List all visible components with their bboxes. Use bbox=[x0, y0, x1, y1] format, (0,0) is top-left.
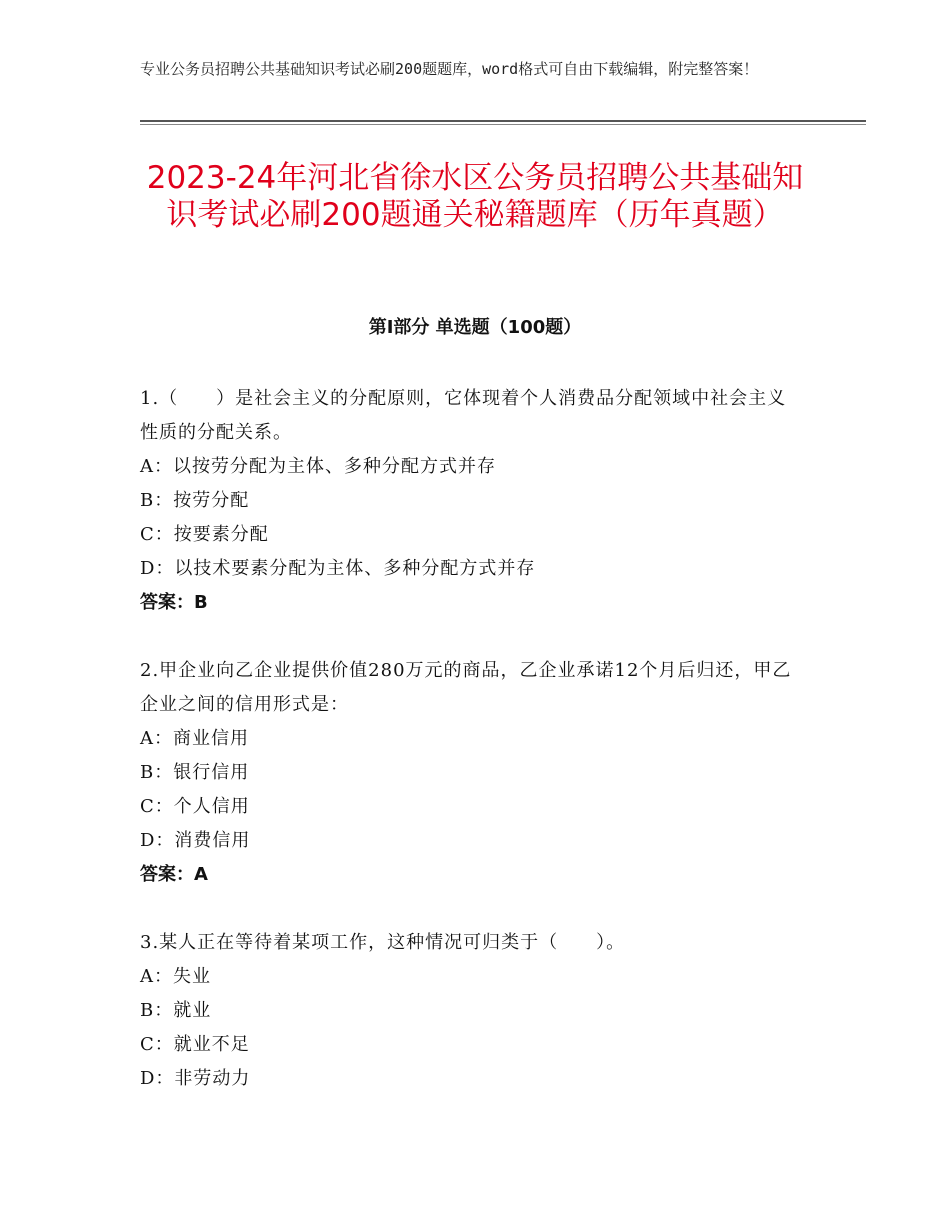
header-divider bbox=[140, 120, 866, 122]
question-list bbox=[140, 382, 800, 1130]
answer-text: 答案：A bbox=[140, 864, 208, 885]
question-text: 3.某人正在等待着某项工作，这种情况可归类于（ ）。 bbox=[140, 932, 626, 953]
option-c: C：按要素分配 bbox=[140, 524, 269, 545]
header-note: 专业公务员招聘公共基础知识考试必刷200题题库，word格式可自由下载编辑，附完整答案！ bbox=[140, 60, 759, 78]
question-item bbox=[140, 654, 800, 892]
header-divider-thin bbox=[140, 124, 866, 125]
option-d: D：消费信用 bbox=[140, 830, 251, 851]
question-text: 1.（ ）是社会主义的分配原则，它体现着个人消费品分配领域中社会主义性质的分配关系。 bbox=[140, 388, 787, 443]
option-a: A：以按劳分配为主体、多种分配方式并存 bbox=[140, 456, 496, 477]
question-item bbox=[140, 926, 800, 1096]
option-d: D：以技术要素分配为主体、多种分配方式并存 bbox=[140, 558, 536, 579]
section-title: 第Ⅰ部分 单选题（100题） bbox=[368, 317, 582, 338]
question-item bbox=[140, 382, 800, 620]
option-b: B：按劳分配 bbox=[140, 490, 250, 511]
question-text: 2.甲企业向乙企业提供价值280万元的商品，乙企业承诺12个月后归还，甲乙企业之间的信用形式是： bbox=[140, 660, 792, 715]
option-a: A：失业 bbox=[140, 966, 211, 987]
option-b: B：银行信用 bbox=[140, 762, 250, 783]
option-c: C：就业不足 bbox=[140, 1034, 250, 1055]
option-c: C：个人信用 bbox=[140, 796, 250, 817]
option-d: D：非劳动力 bbox=[140, 1068, 251, 1089]
option-b: B：就业 bbox=[140, 1000, 212, 1021]
document-title: 2023-24年河北省徐水区公务员招聘公共基础知识考试必刷200题通关秘籍题库（历年真题） bbox=[146, 160, 804, 233]
answer-text: 答案：B bbox=[140, 592, 208, 613]
option-a: A：商业信用 bbox=[140, 728, 249, 749]
